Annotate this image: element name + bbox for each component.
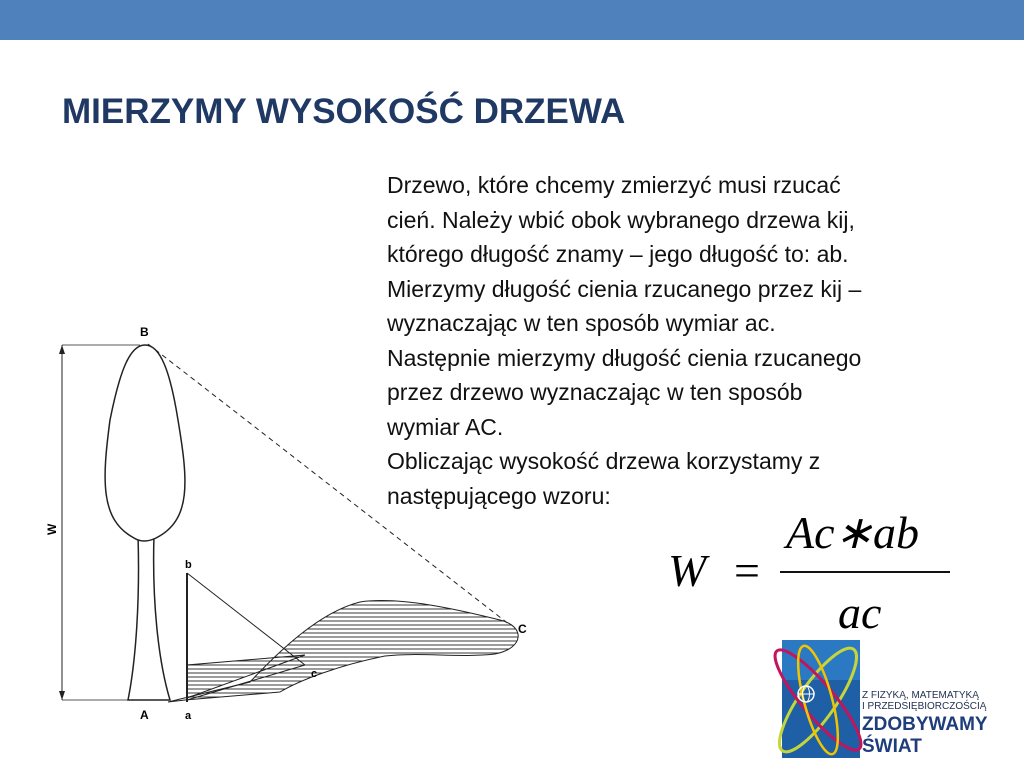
tree-shadow [168,601,518,702]
label-B: B [140,325,149,339]
logo-line3: ZDOBYWAMY [862,714,988,735]
body-line: Mierzymy długość cienia rzucanego przez kij – [387,275,862,302]
logo-line1: Z FIZYKĄ, MATEMATYKĄ [862,690,979,701]
height-formula [660,500,970,640]
label-b: b [185,559,192,571]
body-line: Następnie mierzymy długość cienia rzucanego [387,344,862,371]
tree-crown [105,345,185,541]
body-line: wymiar AC. [387,413,504,440]
body-line: Obliczając wysokość drzewa korzystamy z [387,448,821,474]
label-C: C [518,622,527,636]
formula-equals: = [734,545,760,596]
tree-trunk [128,535,170,700]
body-line: przez drzewo wyznaczając w ten sposób [387,379,803,405]
formula-lhs: W [668,545,707,596]
tree-height-diagram [40,320,550,730]
label-W: W [45,523,59,535]
top-accent-bar [0,0,1024,40]
body-line: Drzewo, które chcemy zmierzyć musi rzucać [387,172,841,198]
label-A: A [140,708,149,722]
body-line: następującego wzoru: [387,482,611,509]
logo-line4: ŚWIAT [862,736,922,757]
slide-title: MIERZYMY WYSOKOŚĆ DRZEWA [62,92,626,131]
body-line: wyznaczając w ten sposób wymiar ac. [387,310,776,336]
logo-line2: I PRZEDSIĘBIORCZOŚCIĄ [862,701,987,712]
label-c: c [311,668,318,680]
body-line: cień. Należy wbić obok wybranego drzewa kij, [387,206,855,233]
project-logo [770,620,1024,768]
body-line: którego długość znamy – jego długość to: ab. [387,241,849,267]
sun-ray-tree [148,344,510,625]
formula-denominator: ac [838,587,882,638]
label-a: a [185,710,192,722]
sun-ray-stick [187,573,305,665]
formula-numerator: Ac∗ab [786,507,920,558]
